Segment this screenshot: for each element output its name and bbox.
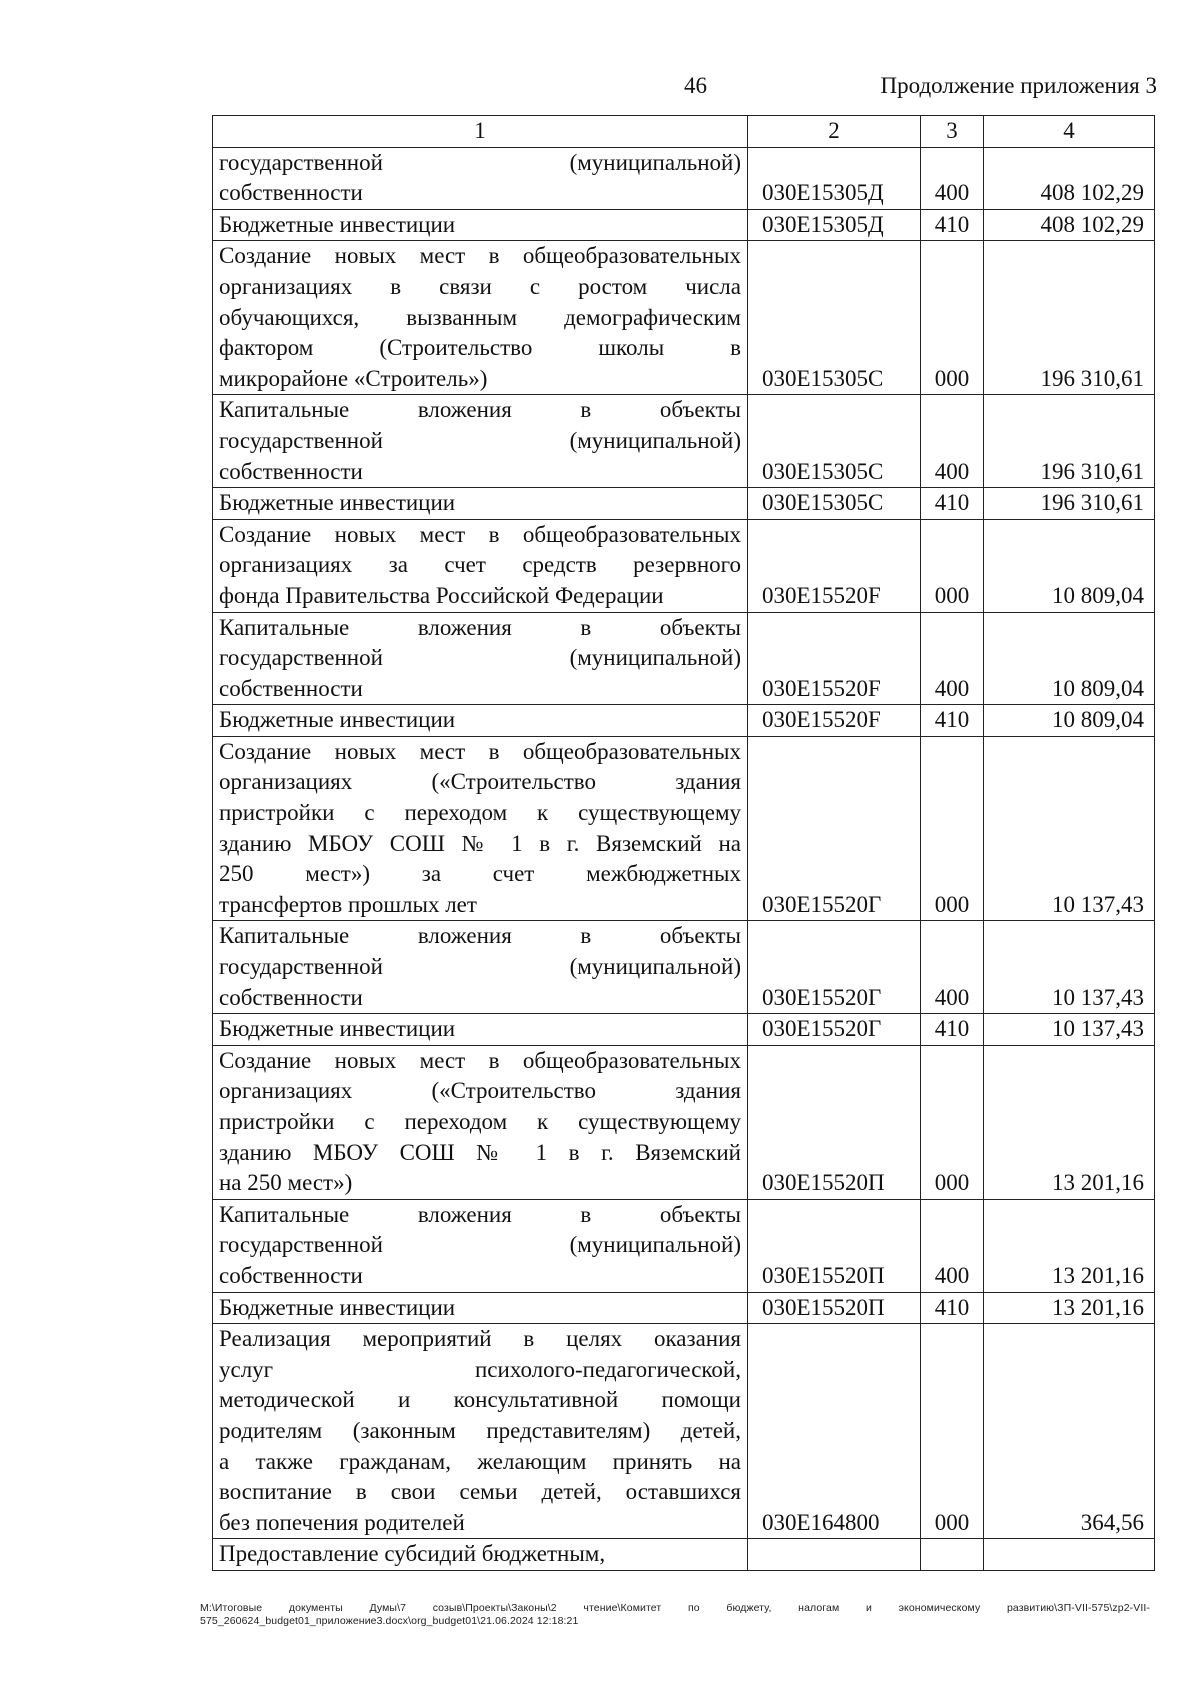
description-line: государственной (муниципальной) bbox=[219, 645, 741, 671]
amount: 196 310,61 bbox=[984, 241, 1155, 395]
description-line: трансфертов прошлых лет bbox=[219, 891, 477, 917]
target-code: 030Е15520П bbox=[748, 1292, 921, 1324]
table-row bbox=[213, 488, 1155, 520]
table-row bbox=[213, 241, 1155, 395]
table-row bbox=[213, 921, 1155, 1014]
description-line: Капитальные вложения в объекты bbox=[219, 923, 741, 949]
table-header-row bbox=[213, 116, 1155, 148]
description-line: собственности bbox=[219, 1262, 363, 1288]
table-row bbox=[213, 209, 1155, 241]
description-line: Капитальные вложения в объекты bbox=[219, 1201, 741, 1227]
description-line: пристройки с переходом к существующему bbox=[219, 800, 741, 826]
target-code: 030Е15305С bbox=[748, 241, 921, 395]
continuation-title: Продолжение приложения 3 bbox=[880, 73, 1157, 98]
description-line: Бюджетные инвестиции bbox=[219, 490, 456, 516]
description-line: методической и консультативной помощи bbox=[219, 1387, 741, 1413]
amount: 10 137,43 bbox=[984, 1014, 1155, 1046]
description-line: Бюджетные инвестиции bbox=[219, 707, 456, 733]
amount: 196 310,61 bbox=[984, 395, 1155, 488]
target-code: 030Е164800 bbox=[748, 1324, 921, 1539]
expense-type-code: 410 bbox=[921, 209, 984, 241]
description-line: Капитальные вложения в объекты bbox=[219, 397, 741, 423]
description-line: организациях за счет средств резервного bbox=[219, 552, 741, 578]
column-header: 1 bbox=[213, 116, 748, 148]
item-description bbox=[213, 519, 748, 612]
target-code: 030Е15305С bbox=[748, 395, 921, 488]
item-description bbox=[213, 612, 748, 705]
table-row bbox=[213, 612, 1155, 705]
item-description bbox=[213, 241, 748, 395]
item-description bbox=[213, 1324, 748, 1539]
description-line: государственной (муниципальной) bbox=[219, 954, 741, 980]
amount: 10 137,43 bbox=[984, 736, 1155, 921]
target-code: 030Е15520Г bbox=[748, 921, 921, 1014]
file-path-footer: M:\Итоговые документы Думы\7 созыв\Проекты\Законы\2 чтение\Комитет по бюджету, налогам и экономическому развитию\ЗП-VII-575\zp2-VII-575_260624_budget01_приложение3.docx\org_budget01\21.06.2024 12:18:21 bbox=[200, 1602, 1150, 1627]
description-line: государственной (муниципальной) bbox=[219, 149, 741, 175]
description-line: государственной (муниципальной) bbox=[219, 427, 741, 453]
description-line: а также гражданам, желающим принять на bbox=[219, 1448, 741, 1474]
table-row bbox=[213, 519, 1155, 612]
table-row bbox=[213, 1292, 1155, 1324]
description-line: Бюджетные инвестиции bbox=[219, 1294, 456, 1320]
item-description bbox=[213, 1292, 748, 1324]
expense-type-code: 400 bbox=[921, 612, 984, 705]
amount: 13 201,16 bbox=[984, 1292, 1155, 1324]
target-code: 030Е15520Г bbox=[748, 1014, 921, 1046]
target-code: 030Е15520F bbox=[748, 612, 921, 705]
amount: 408 102,29 bbox=[984, 209, 1155, 241]
amount: 10 809,04 bbox=[984, 519, 1155, 612]
target-code: 030Е15520П bbox=[748, 1045, 921, 1199]
target-code: 030Е15305С bbox=[748, 488, 921, 520]
amount: 13 201,16 bbox=[984, 1199, 1155, 1292]
description-line: организациях («Строительство здания bbox=[219, 769, 741, 795]
description-line: собственности bbox=[219, 458, 363, 484]
amount: 10 809,04 bbox=[984, 612, 1155, 705]
amount: 10 809,04 bbox=[984, 705, 1155, 737]
table-row bbox=[213, 705, 1155, 737]
target-code: 030Е15520Г bbox=[748, 736, 921, 921]
expense-type-code: 400 bbox=[921, 147, 984, 209]
description-line: государственной (муниципальной) bbox=[219, 1232, 741, 1258]
amount: 196 310,61 bbox=[984, 488, 1155, 520]
item-description bbox=[213, 1199, 748, 1292]
target-code: 030Е15520F bbox=[748, 705, 921, 737]
expense-type-code: 000 bbox=[921, 1045, 984, 1199]
target-code: 030Е15305Д bbox=[748, 147, 921, 209]
description-line: услуг психолого-педагогической, bbox=[219, 1356, 741, 1382]
target-code: 030Е15520П bbox=[748, 1199, 921, 1292]
item-description bbox=[213, 209, 748, 241]
expense-type-code bbox=[921, 1539, 984, 1571]
table-row bbox=[213, 1324, 1155, 1539]
description-line: организациях («Строительство здания bbox=[219, 1078, 741, 1104]
description-line: организациях в связи с ростом числа bbox=[219, 273, 741, 299]
item-description bbox=[213, 395, 748, 488]
item-description bbox=[213, 147, 748, 209]
target-code: 030Е15305Д bbox=[748, 209, 921, 241]
description-line: воспитание в свои семьи детей, оставшихся bbox=[219, 1479, 741, 1505]
item-description bbox=[213, 1014, 748, 1046]
description-line: на 250 мест») bbox=[219, 1170, 353, 1196]
table-row bbox=[213, 1045, 1155, 1199]
description-line: Создание новых мест в общеобразовательных bbox=[219, 521, 741, 547]
description-line: Бюджетные инвестиции bbox=[219, 211, 456, 237]
table-row bbox=[213, 1539, 1155, 1571]
expense-type-code: 410 bbox=[921, 705, 984, 737]
expense-type-code: 400 bbox=[921, 921, 984, 1014]
amount: 10 137,43 bbox=[984, 921, 1155, 1014]
table-row bbox=[213, 1199, 1155, 1292]
item-description bbox=[213, 1539, 748, 1571]
description-line: обучающихся, вызванным демографическим bbox=[219, 304, 741, 330]
description-line: Капитальные вложения в объекты bbox=[219, 614, 741, 640]
expense-type-code: 410 bbox=[921, 488, 984, 520]
description-line: Создание новых мест в общеобразовательных bbox=[219, 243, 741, 269]
description-line: фактором (Строительство школы в bbox=[219, 335, 741, 361]
expense-type-code: 400 bbox=[921, 395, 984, 488]
description-line: без попечения родителей bbox=[219, 1509, 465, 1535]
expense-type-code: 000 bbox=[921, 1324, 984, 1539]
target-code bbox=[748, 1539, 921, 1571]
expense-type-code: 000 bbox=[921, 736, 984, 921]
description-line: пристройки с переходом к существующему bbox=[219, 1109, 741, 1134]
item-description bbox=[213, 488, 748, 520]
table-row bbox=[213, 147, 1155, 209]
description-line: Бюджетные инвестиции bbox=[219, 1016, 456, 1042]
item-description bbox=[213, 1045, 748, 1199]
expense-type-code: 410 bbox=[921, 1014, 984, 1046]
column-header: 3 bbox=[921, 116, 984, 148]
amount: 408 102,29 bbox=[984, 147, 1155, 209]
page-number: 46 bbox=[684, 73, 707, 98]
description-line: зданию МБОУ СОШ № 1 в г. Вяземский на bbox=[219, 830, 741, 856]
description-line: собственности bbox=[219, 984, 363, 1010]
amount: 364,56 bbox=[984, 1324, 1155, 1539]
description-line: фонда Правительства Российской Федерации bbox=[219, 582, 664, 608]
column-header: 2 bbox=[748, 116, 921, 148]
amount: 13 201,16 bbox=[984, 1045, 1155, 1199]
description-line: 250 мест») за счет межбюджетных bbox=[219, 861, 741, 887]
table-row bbox=[213, 395, 1155, 488]
budget-table bbox=[212, 115, 1155, 1571]
table-row bbox=[213, 1014, 1155, 1046]
description-line: Создание новых мест в общеобразовательных bbox=[219, 738, 741, 764]
description-line: Предоставление субсидий бюджетным, bbox=[219, 1541, 606, 1567]
item-description bbox=[213, 736, 748, 921]
table-row bbox=[213, 736, 1155, 921]
item-description bbox=[213, 921, 748, 1014]
expense-type-code: 000 bbox=[921, 241, 984, 395]
description-line: зданию МБОУ СОШ № 1 в г. Вяземский bbox=[219, 1139, 741, 1165]
description-line: собственности bbox=[219, 180, 363, 206]
column-header: 4 bbox=[984, 116, 1155, 148]
expense-type-code: 410 bbox=[921, 1292, 984, 1324]
description-line: родителям (законным представителям) детей, bbox=[219, 1417, 741, 1443]
description-line: собственности bbox=[219, 675, 363, 701]
description-line: Создание новых мест в общеобразовательных bbox=[219, 1047, 741, 1073]
description-line: микрорайоне «Строитель») bbox=[219, 365, 488, 391]
expense-type-code: 400 bbox=[921, 1199, 984, 1292]
expense-type-code: 000 bbox=[921, 519, 984, 612]
target-code: 030Е15520F bbox=[748, 519, 921, 612]
item-description bbox=[213, 705, 748, 737]
description-line: Реализация мероприятий в целях оказания bbox=[219, 1326, 741, 1352]
amount bbox=[984, 1539, 1155, 1571]
